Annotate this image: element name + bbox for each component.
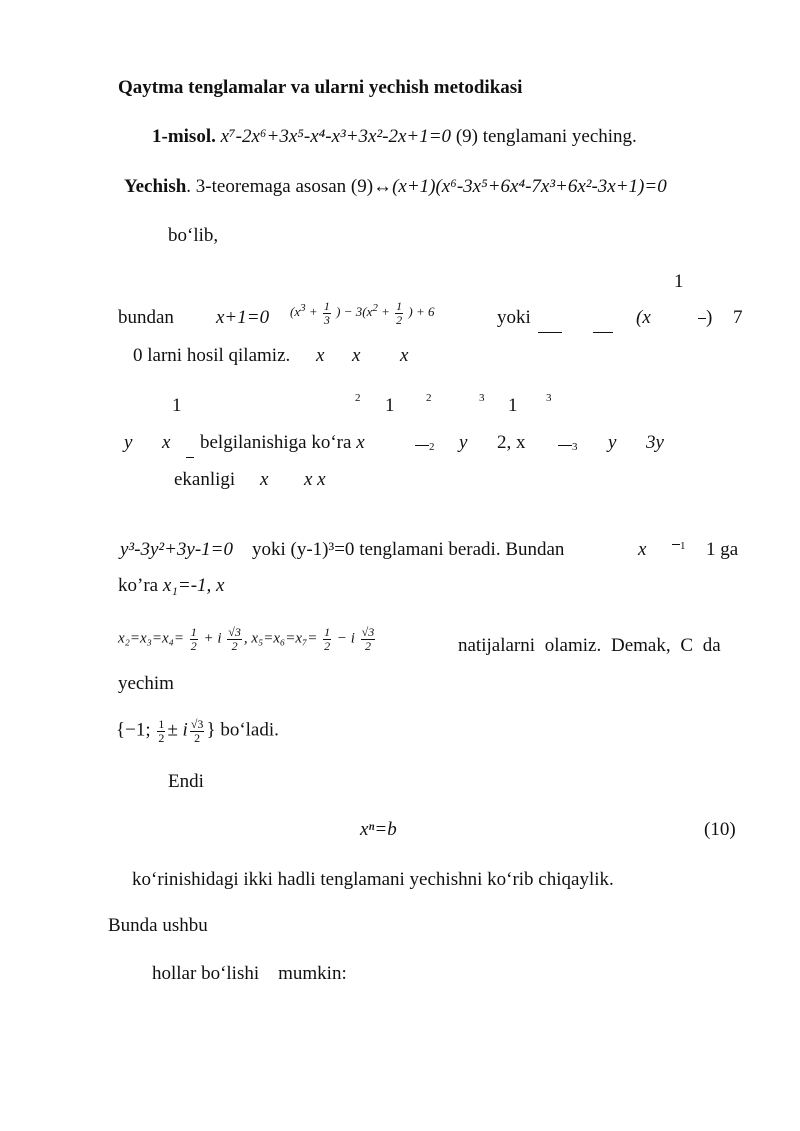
solution-text: . 3-teoremaga asosan (9)↔	[186, 176, 393, 197]
fraction-1-over-x3: $\frac{1}{3}$	[323, 299, 330, 327]
endi-word: Endi	[168, 771, 204, 792]
equation-x-plus-1: x+1=0	[216, 307, 270, 328]
index-two-b: 2	[426, 392, 432, 404]
ekanligi-x: x	[260, 469, 269, 490]
seven: 7	[733, 307, 743, 328]
cubic-yoki: yoki	[252, 539, 286, 560]
fraction-sqrt3-over-2-b: $\frac{√3}{2}$	[361, 625, 375, 653]
cubic-sup1: 1	[672, 534, 686, 555]
expr-b: ) − 3(x	[336, 304, 373, 320]
expr-exp3: 3	[300, 301, 306, 314]
zero-x2: x	[352, 345, 361, 366]
subst-two-x: 2, x	[497, 432, 526, 453]
roots-plus-i: + i	[203, 630, 222, 647]
ekanligi-word: ekanligi	[174, 469, 236, 490]
index-three-a: 3	[479, 392, 485, 404]
set-close: }	[206, 719, 216, 741]
fraction-bar-1	[538, 322, 562, 343]
fraction-1-over-x2: $\frac{1}{2}$	[396, 299, 403, 327]
zero-line	[133, 346, 290, 367]
line-bunda: Bunda ushbu	[108, 915, 208, 936]
index-one-c: 1	[508, 395, 518, 416]
roots-minus-i: − i	[336, 630, 355, 647]
subst-yb: y	[608, 432, 617, 453]
fraction-half-1: $\frac{1}{2}$	[190, 625, 197, 653]
cubic-line	[120, 540, 564, 561]
solution-label: Yechish	[124, 176, 187, 197]
subst-x: x	[162, 432, 171, 453]
bundan-line	[118, 308, 174, 329]
solution-factored: (x+1)(x⁶-3x⁵+6x⁴-7x³+6x²-3x+1)=0	[392, 176, 667, 197]
example-label: 1-misol.	[152, 126, 216, 147]
fraction-sqrt3-over-2-a: $\frac{√3}{2}$	[228, 625, 241, 653]
cubic-x: x	[638, 539, 647, 560]
fraction-half-2: $\frac{1}{2}$	[324, 625, 331, 653]
index-one-a: 1	[172, 395, 182, 416]
subst-sub3: 3	[558, 435, 578, 456]
subst-sub2: 2	[415, 435, 435, 456]
kora-text: ko’ra	[118, 575, 159, 596]
solution-continuation: bo‘lib,	[168, 225, 219, 246]
bundan-word: bundan	[118, 307, 174, 328]
paren-close: )	[698, 308, 712, 329]
kora-x: x	[216, 575, 225, 596]
roots-text: natijalarni olamiz. Demak, C da	[458, 635, 721, 656]
line-hollar: hollar bo‘lishi mumkin:	[152, 963, 347, 984]
cubic-equation: y³-3y²+3y-1=0	[120, 539, 233, 560]
kora-x1: x₁=-1,	[162, 575, 212, 596]
yechim-word: yechim	[118, 673, 174, 694]
set-fraction-sqrt3: $\frac{√3}{2}$	[190, 717, 204, 745]
cubic-text: tenglamani beradi. Bundan	[359, 539, 565, 560]
kora-line	[118, 576, 224, 597]
example-1	[152, 127, 637, 148]
subst-bar	[186, 447, 194, 468]
subst-ya: y	[459, 432, 468, 453]
set-pm-i: ± i	[167, 719, 188, 741]
cubic-eq2: (y-1)³=0	[290, 539, 355, 560]
reduced-expression: ($x^3$ + $\frac{1}{3}$ ) − $3(x^2$ + $\frac{1}{2}$ ) + 6	[290, 299, 435, 327]
solution-line	[124, 177, 667, 198]
paren-x: (x	[636, 307, 651, 328]
roots-right: x₅=x₆=x₇=	[251, 630, 318, 647]
binomial-equation: xⁿ=b	[360, 819, 397, 840]
roots-left: x₂=x₃=x₄=	[118, 630, 184, 647]
subst-text: belgilanishiga ko‘ra x	[200, 432, 365, 453]
ekanligi-xx: x x	[304, 469, 326, 490]
example-tail: (9) tenglamani yeching.	[455, 126, 637, 147]
subst-y: y	[124, 432, 133, 453]
yoki-word: yoki	[497, 307, 531, 328]
zero-text: 0 larni hosil qilamiz.	[133, 345, 291, 366]
index-two-a: 2	[355, 392, 361, 404]
index-one-b: 1	[385, 395, 395, 416]
zero-x1: x	[316, 345, 325, 366]
set-open: {−1;	[116, 719, 151, 741]
line-korinishi: ko‘rinishidagi ikki hadli tenglamani yechishni ko‘rib chiqaylik.	[132, 869, 614, 890]
document-title: Qaytma tenglamalar va ularni yechish metodikasi	[118, 77, 523, 98]
cubic-one-ga: 1 ga	[706, 539, 739, 560]
zero-x3: x	[400, 345, 409, 366]
set-text: bo‘ladi.	[220, 719, 279, 741]
set-fraction-half: $\frac{1}{2}$	[158, 717, 165, 745]
equation-number-10: (10)	[704, 819, 736, 840]
fraction-bar-2	[593, 322, 613, 343]
expr-c: ) + 6	[408, 304, 435, 320]
subst-3y: 3y	[646, 432, 664, 453]
index-three-b: 3	[546, 392, 552, 404]
solution-set-line	[116, 718, 279, 744]
example-equation: x⁷-2x⁶+3x⁵-x⁴-x³+3x²-2x+1=0	[220, 126, 452, 147]
expr-a: (x	[290, 304, 301, 320]
floating-one: 1	[674, 271, 684, 292]
expr-exp2: 2	[372, 301, 378, 314]
roots-line: x₂=x₃=x₄= $\frac{1}{2}$ + i $\frac{√3}{2}$ , x₅=x₆=x₇= $\frac{1}{2}$ − i $\frac{√3}{2}$	[118, 625, 375, 653]
